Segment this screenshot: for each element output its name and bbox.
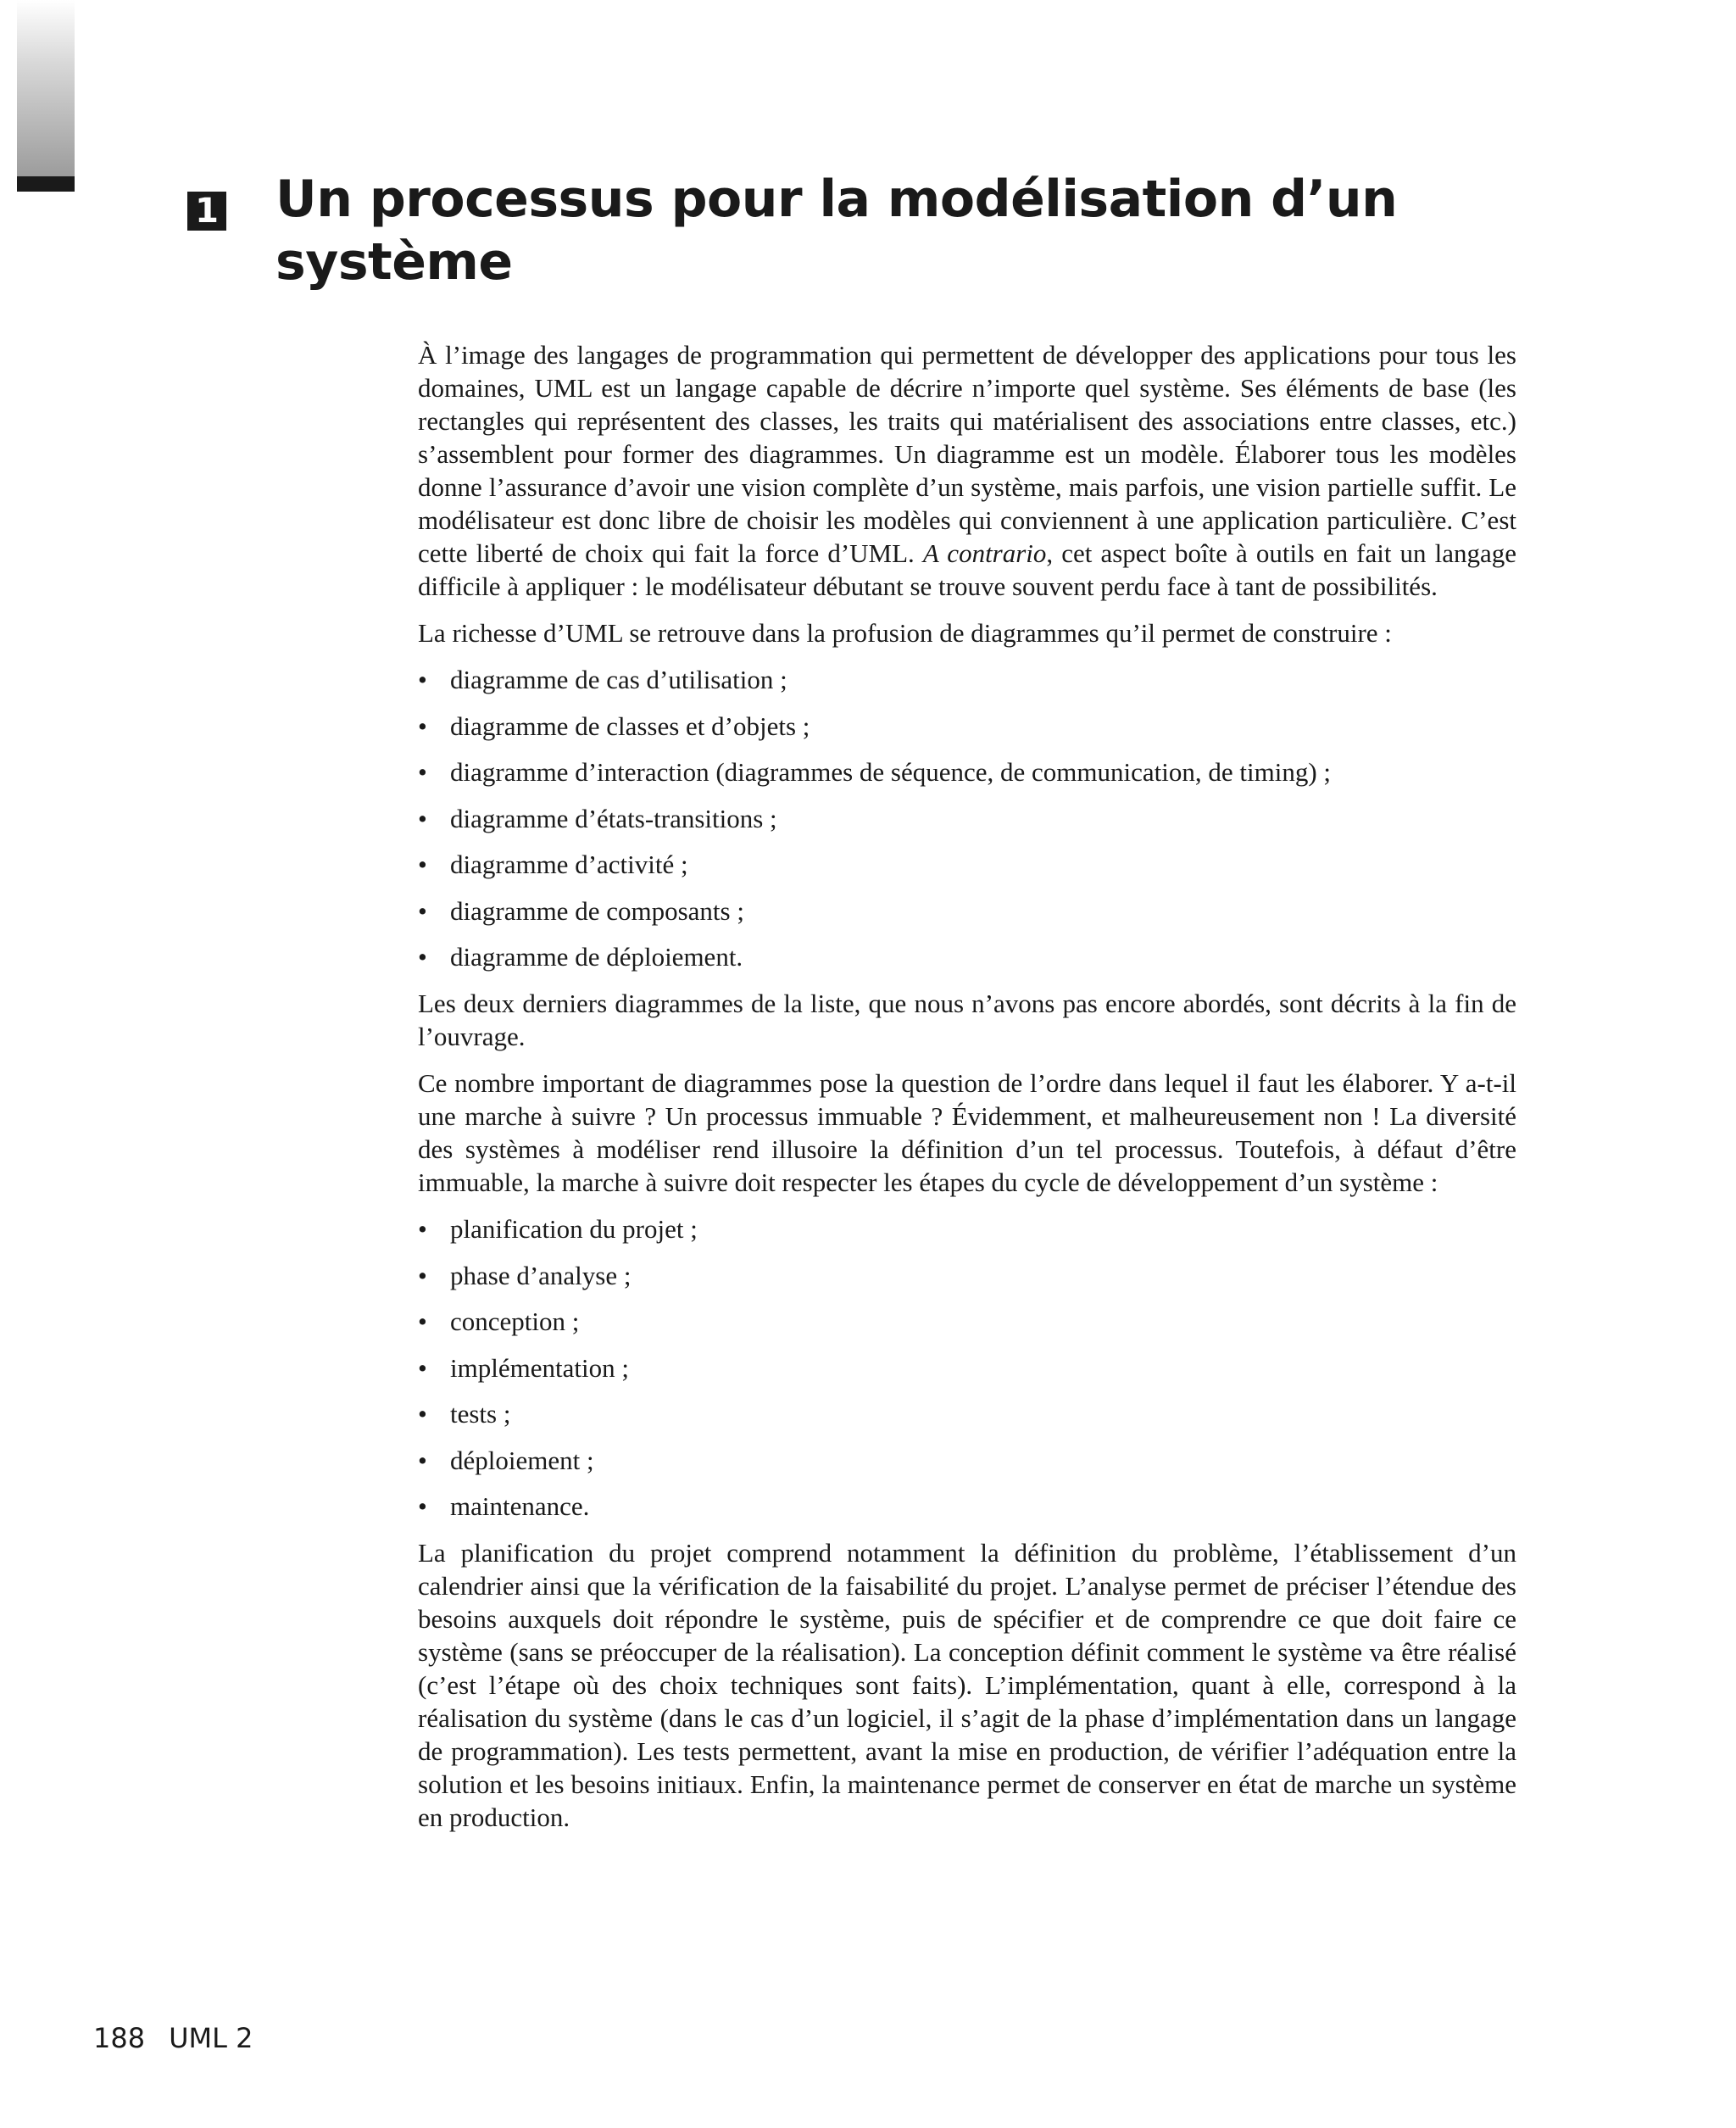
- paragraph-diagrams-intro: La richesse d’UML se retrouve dans la profusion de diagrammes qu’il permet de construire :: [418, 618, 1392, 648]
- list-item: [418, 802, 1516, 835]
- bullet-icon: •: [418, 850, 427, 879]
- list-item-text: diagramme d’interaction (diagrammes de séquence, de communication, de timing) ;: [450, 757, 1331, 787]
- list-item: [418, 1397, 1516, 1430]
- bullet-icon: •: [418, 803, 427, 833]
- page-footer: [93, 2021, 253, 2055]
- paragraph-process: Ce nombre important de diagrammes pose la question de l’ordre dans lequel il faut les élaborer. Y a-t-il une marche à suivre ? Un processus immuable ? Évidemment, et malheureusement non ! La diversité des systèmes à modéliser rend illusoire la définition d’un tel processus. Toutefois, à défaut d’être immuable, la marche à suivre doit respecter les étapes du cycle de développement d’un système :: [418, 1068, 1516, 1197]
- list-item-text: maintenance.: [450, 1491, 590, 1521]
- list-item-text: diagramme de cas d’utilisation ;: [450, 665, 787, 694]
- bullet-icon: •: [418, 1491, 427, 1521]
- book-title: UML 2: [169, 2022, 253, 2054]
- paragraph-steps-detail: La planification du projet comprend notamment la définition du problème, l’établissement d’un calendrier ainsi que la vérification de la faisabilité du projet. L’analyse permet de préciser l’étendue des besoins auxquels doit répondre le système, puis de spécifier et de comprendre ce que doit faire ce système (sans se préoccuper de la réalisation). La conception définit comment le système va être réalisé (c’est l’étape où des choix techniques sont faits). L’implémentation, quant à elle, correspond à la réalisation du système (dans le cas d’un logiciel, il s’agit de la phase d’implémentation dans un langage de programmation). Les tests permettent, avant la mise en production, de vérifier l’adéquation entre la solution et les besoins initiaux. Enfin, la maintenance permet de conserver en état de marche un système en production.: [418, 1538, 1516, 1832]
- list-item-text: diagramme de composants ;: [450, 895, 744, 926]
- paragraph-intro-start: À l’image des langages de programmation qui permettent de développer des applications pour tous les domaines, UML est un langage capable de décrire n’importe quel système. Ses éléments de base (les rectangles qui représentent des classes, les traits qui matérialisent des associations entre classes, etc.) s’assemblent pour former des diagrammes. Un diagramme est un modèle. Élaborer tous les modèles donne l’assurance d’avoir une vision complète d’un système, mais parfois, une vision partielle suffit. Le modélisateur est donc libre de choisir les modèles qui conviennent à une application particulière. C’est cette liberté de choix qui fait la force d’UML.: [418, 340, 1516, 568]
- list-item: [418, 663, 1516, 696]
- paragraph-intro-italic: A contrario: [922, 538, 1047, 568]
- list-item-text: phase d’analyse ;: [450, 1260, 632, 1290]
- list-item-text: diagramme de déploiement.: [450, 942, 743, 972]
- bullet-icon: •: [418, 942, 427, 972]
- list-item: [418, 1259, 1516, 1292]
- diagram-list: [418, 663, 1516, 973]
- bullet-icon: •: [418, 665, 427, 694]
- list-item: [418, 1305, 1516, 1338]
- page-edge-tab-bar: [17, 176, 75, 192]
- section-title: Un processus pour la modélisation d’un système: [275, 170, 1398, 292]
- list-item: [418, 848, 1516, 881]
- bullet-icon: •: [418, 1260, 427, 1290]
- list-item: [418, 1212, 1516, 1245]
- page-number: 188: [93, 2022, 146, 2054]
- list-item-text: diagramme d’activité ;: [450, 850, 688, 879]
- list-item: [418, 1490, 1516, 1523]
- bullet-icon: •: [418, 1214, 427, 1244]
- paragraph-last-diagrams: Les deux derniers diagrammes de la liste, que nous n’avons pas encore abordés, sont décrits à la fin de l’ouvrage.: [418, 989, 1516, 1051]
- bullet-icon: •: [418, 1445, 427, 1475]
- list-item: [418, 710, 1516, 743]
- list-item-text: tests ;: [450, 1399, 511, 1429]
- paragraph-intro-end: , cet aspect boîte à outils en fait un langage difficile à appliquer : le modélisateur débutant se trouve souvent perdu face à tant de possibilités.: [418, 538, 1516, 601]
- list-item-text: planification du projet ;: [450, 1214, 698, 1244]
- list-item: [418, 755, 1516, 788]
- bullet-icon: •: [418, 1352, 427, 1383]
- list-item-text: diagramme de classes et d’objets ;: [450, 710, 810, 741]
- bullet-icon: •: [418, 757, 427, 787]
- bullet-icon: •: [418, 710, 427, 741]
- list-item: [418, 940, 1516, 973]
- paragraph-intro: [418, 338, 1516, 603]
- bullet-icon: •: [418, 895, 427, 926]
- list-item-text: implémentation ;: [450, 1352, 629, 1383]
- steps-list: [418, 1212, 1516, 1523]
- bullet-icon: •: [418, 1306, 427, 1336]
- bullet-icon: •: [418, 1399, 427, 1429]
- page-edge-tab: [17, 0, 75, 176]
- list-item: [418, 1351, 1516, 1384]
- list-item: [418, 1444, 1516, 1477]
- body-text: [418, 338, 1516, 1847]
- list-item-text: conception ;: [450, 1306, 580, 1336]
- section-number-badge: 1: [187, 192, 226, 231]
- list-item-text: déploiement ;: [450, 1445, 594, 1475]
- list-item: [418, 894, 1516, 928]
- list-item-text: diagramme d’états-transitions ;: [450, 803, 777, 833]
